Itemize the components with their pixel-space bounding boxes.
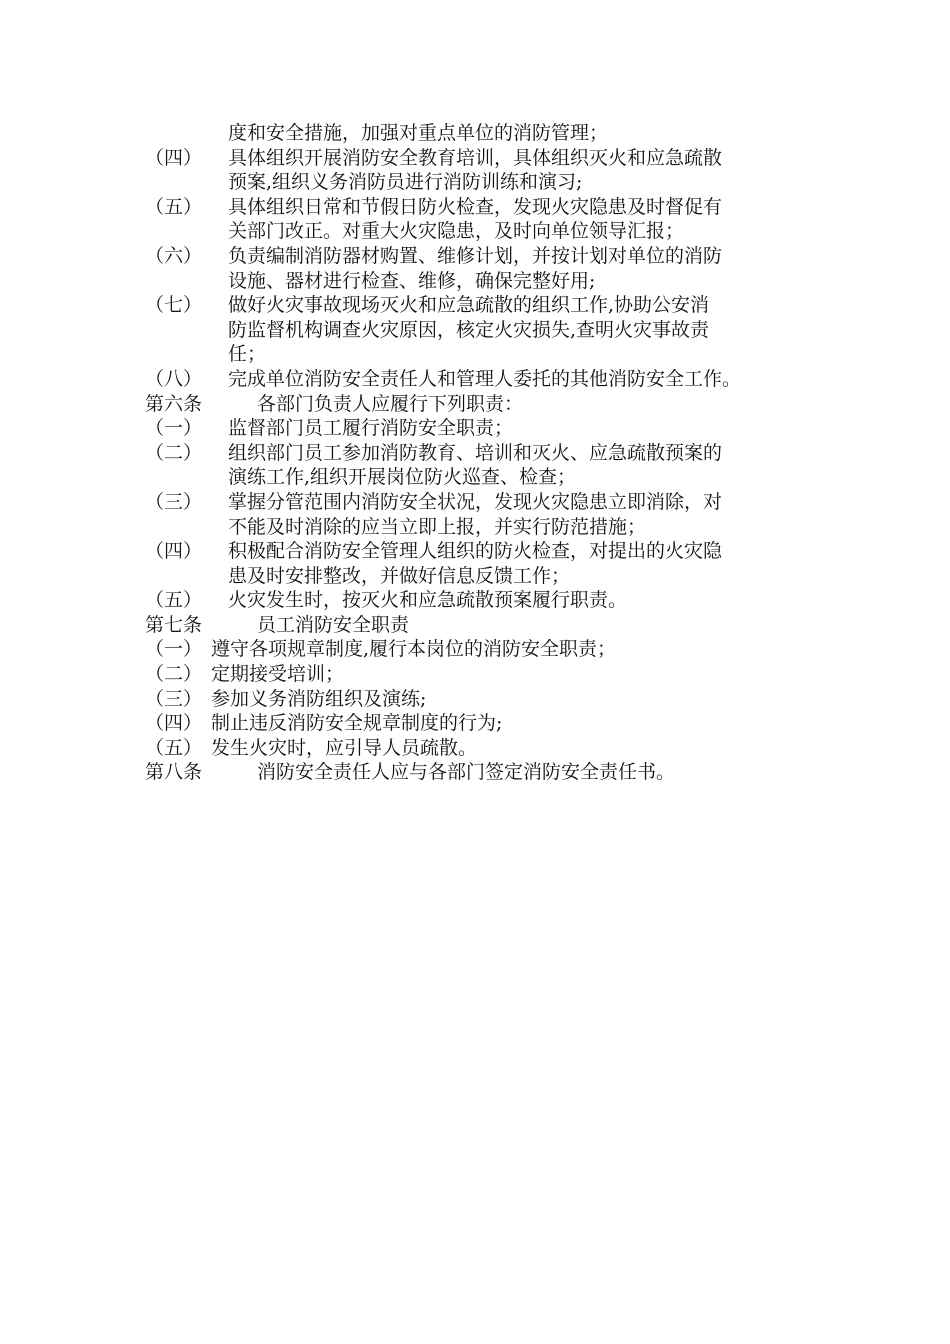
list-item: [145, 736, 835, 761]
document-body: [145, 121, 835, 785]
list-item: [145, 367, 835, 392]
article-number: 第七条: [145, 613, 203, 636]
item-text: 火灾发生时，按灭火和应急疏散预案履行职责。: [228, 589, 628, 612]
item-text: 监督部门员工履行消防安全职责；: [228, 417, 514, 440]
item-number: （一）: [145, 638, 203, 661]
list-item: [145, 293, 835, 367]
item-number: （七）: [145, 294, 203, 317]
item-number: （五）: [145, 589, 203, 612]
article-title: 消防安全责任人应与各部门签定消防安全责任书。: [257, 761, 676, 784]
item-text: 制止违反消防安全规章制度的行为;: [211, 712, 503, 735]
article-heading: [145, 760, 835, 785]
list-item: [145, 539, 835, 588]
item-text: 组织部门员工参加消防教育、培训和灭火、应急疏散预案的: [228, 441, 723, 464]
item-number: （三）: [145, 687, 203, 710]
list-item: [145, 588, 835, 613]
item-number: （四）: [145, 712, 203, 735]
item-number: （一）: [145, 417, 203, 440]
item-text: 不能及时消除的应当立即上报，并实行防范措施；: [228, 515, 647, 538]
item-text: 参加义务消防组织及演练;: [211, 687, 427, 710]
item-text: 定期接受培训；: [211, 663, 345, 686]
article-title: 员工消防安全职责: [257, 613, 410, 636]
item-number: （五）: [145, 736, 203, 759]
article-heading: [145, 613, 835, 638]
item-text: 掌握分管范围内消防安全状况，发现火灾隐患立即消除，对: [228, 490, 723, 513]
item-number: （八）: [145, 367, 203, 390]
item-number: （二）: [145, 441, 203, 464]
item-number: （六）: [145, 244, 203, 267]
item-text: 做好火灾事故现场灭火和应急疏散的组织工作,协助公安消: [228, 294, 710, 317]
item-text: 预案,组织义务消防员进行消防训练和演习;: [228, 171, 583, 194]
item-text: 发生火灾时，应引导人员疏散。: [211, 736, 478, 759]
item-text: 度和安全措施，加强对重点单位的消防管理；: [228, 122, 609, 144]
item-text: 演练工作,组织开展岗位防火巡查、检查；: [228, 466, 577, 489]
item-text: 积极配合消防安全管理人组织的防火检查，对提出的火灾隐: [228, 540, 723, 563]
item-text: 具体组织日常和节假日防火检查，发现火灾隐患及时督促有: [228, 195, 723, 218]
list-item: [145, 121, 835, 146]
list-item: [145, 195, 835, 244]
list-item: [145, 637, 835, 662]
item-text: 任；: [228, 343, 267, 366]
item-text: 负责编制消防器材购置、维修计划，并按计划对单位的消防: [228, 244, 723, 267]
item-number: （二）: [145, 663, 203, 686]
list-item: [145, 687, 835, 712]
item-text: 具体组织开展消防安全教育培训，具体组织灭火和应急疏散: [228, 146, 723, 169]
item-text: 患及时安排整改，并做好信息反馈工作；: [228, 564, 571, 587]
item-text: 防监督机构调查火灾原因，核定火灾损失,查明火灾事故责: [228, 318, 710, 341]
item-text: 设施、器材进行检查、维修，确保完整好用;: [228, 269, 596, 292]
list-item: [145, 490, 835, 539]
list-item: [145, 662, 835, 687]
list-item: [145, 416, 835, 441]
list-item: [145, 244, 835, 293]
item-text: 遵守各项规章制度,履行本岗位的消防安全职责；: [211, 638, 617, 661]
article-number: 第六条: [145, 392, 203, 415]
item-number: （三）: [145, 490, 203, 513]
article-heading: [145, 392, 835, 417]
item-text: 完成单位消防安全责任人和管理人委托的其他消防安全工作。: [228, 367, 742, 390]
item-number: （五）: [145, 195, 203, 218]
item-text: 关部门改正。对重大火灾隐患，及时向单位领导汇报；: [228, 220, 685, 243]
article-number: 第八条: [145, 761, 203, 784]
list-item: [145, 146, 835, 195]
item-number: （四）: [145, 146, 203, 169]
article-title: 各部门负责人应履行下列职责：: [257, 392, 524, 415]
list-item: [145, 711, 835, 736]
list-item: [145, 441, 835, 490]
item-number: （四）: [145, 540, 203, 563]
